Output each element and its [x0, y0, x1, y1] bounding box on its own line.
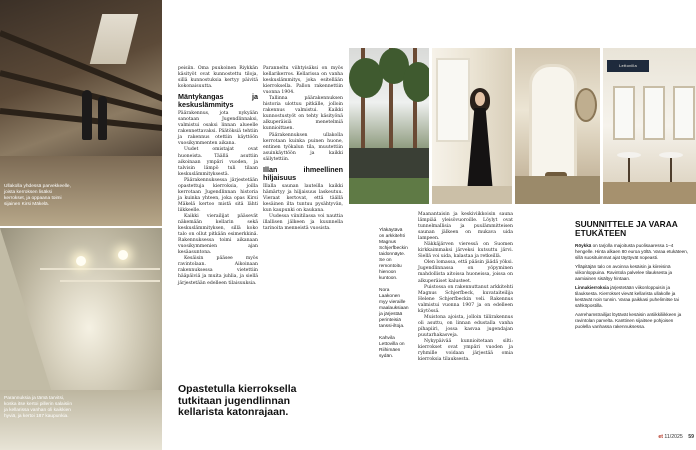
tree-foliage	[403, 62, 429, 102]
paragraph: Maanantaisin ja keskiviikkoisin sauna lämpiää yleisövuoroille. Löylyt ovat tunnelmallisia ja puulämmitteisen saunan jälkeen on mukava uida lampeen.	[418, 212, 513, 242]
paragraph: Muistona ajoista, jolloin tiilirakennus oli asuttu, on linnan edustalla vanha pihapiiri, jossa kasvaa jugendajan puutarhakasveja.	[418, 314, 513, 338]
window	[436, 58, 470, 142]
paragraph: Kaikki vierailijat pääsevät näkemään kellarin sekä keskuslämmityksen, sillä koko talo on ollut pitkään esimerkkinä. Rakennuksessa toimi aikanaan vuosikymmenien ajan kesäasuntona.	[178, 213, 258, 256]
lawn	[349, 178, 429, 204]
paragraph: peisiin. Oma puukoinen Riykkän käsityöt ovat kunnostettu tiloja, sillä kunnostuksia kertyy päivitä kokonaisuutta.	[178, 66, 258, 90]
sidebar-paragraph: Linnakierroksia järjestetään viikonloppuisin ja tilauksesta. Kierrokset vievät kellarista ullakolle ja kestävät noin tunnin. Varaa paikkasi puhelimitse tai sähköpostilla.	[575, 285, 679, 308]
ceiling-pipe	[40, 268, 160, 270]
paragraph: Päärakennuksen ullakolla kerrotaan kuinka puinen huone, entinen työkalun tila, muutettiin asuinkäyttöön ja kaikki säilytettiin.	[263, 132, 343, 162]
issue-number: 11/2025	[664, 434, 683, 440]
paragraph: Uudet omistajat ovat huoneista. Täällä asuttiin aikoinaan ympäri vuoden, ja talvisin lämpö tuli tilaan keskuslämmityksestä.	[178, 147, 258, 177]
host-portrait-photo	[432, 48, 512, 204]
corridor-caption: Parannuksia ja tämä tarvitsi, koska itse kertoi pillerin salaisiin ja kellarissa vanhan oli kaikkien hyviä, ja kertoi 187 kaupunkia.	[4, 396, 72, 419]
photo-captions	[379, 228, 409, 366]
cafe-photo	[603, 48, 696, 204]
floor	[515, 176, 600, 204]
page-number: 59	[688, 434, 694, 440]
section-heading: Illan ihmeellinen hiljaisuus	[263, 164, 343, 182]
person-figure	[82, 90, 92, 140]
ceiling-pipe	[60, 280, 160, 282]
article-column-3	[418, 212, 513, 363]
paragraph: Paranneltu viihtyisäksi on myös kellarikerros. Kellarissa on vanha keskuslämmitys, joka esitellään kierroksella. Pallon rakennettiin vuonna 1904.	[263, 66, 343, 96]
window	[673, 86, 695, 140]
paragraph: Tallinna päärakennuksen historia ulottuu pitkälle, jolloin rakennus valmistui. Kaikki kunnostustyöt on tehty käsityönä alkuperäisiä menetelmiä kunnioittaen.	[263, 96, 343, 132]
caption-1: Yläkäytävä on arkkitehti Magnus Schjerfbeckin taidonnäyte. Se on remontoitu hienoon kuntoon.	[379, 228, 408, 281]
paragraph: Päärakennuksessa järjestetään opastettuja kierroksia, joilla kerrotaan Jugendlinnan historia ja kuinka yhteen, joka opas Kirsi Mäkelä kertoo mistä sitä lähti liikkeelle.	[178, 177, 258, 213]
paragraph: Nykypäivää kunnioitetaan silti: kierrokset ovat ympäri vuoden ja ryhmille voidaan järjestää omia kierroksia tilauksesta.	[418, 338, 513, 363]
tree-foliage	[349, 58, 383, 98]
sidebar-body	[575, 243, 690, 333]
paragraph: Illalla saunan lauteilla kaikki hämärtyy ja hiljaisuus laskeutuu. Vieraat kertovat, että täällä kesäinen ilta tuntuu pysähtyvän, kun kaupunki on kaukana.	[263, 183, 343, 213]
ceiling-lamp	[118, 250, 128, 260]
floor	[603, 182, 696, 204]
floor	[432, 186, 512, 204]
villa-building	[349, 148, 429, 178]
paragraph: Uudessa viinitilassa voi nauttia illallisen jälkeen ja kuunnella tarinoita menneistä vuosista.	[263, 213, 343, 232]
caption-3: Kahvila Lettovilla on Riihimäen sydän.	[379, 336, 405, 359]
sidebar-lead: Linnakierroksia	[575, 285, 609, 290]
cafe-sign-text: Lettovilla	[619, 63, 637, 68]
pull-quote: Opastetulla kierroksella tutkitaan jugendlinnan kellarista katonrajaan.	[178, 383, 297, 419]
paragraph: Olen lomassa, että pääsin jäädä yöksi. Jugendlinnassa on yöpyminen mahdollista aitoissa huoneissa, joissa on alkuperäiset kalusteet.	[418, 260, 513, 284]
sidebar-paragraph: Aarrehamstrailijat löytävät kesäisin antiikkiliikkeen ja ravintolan parvelta. Kanttinen sijaitsee pohjoisen puolella vanhassa rakennuksessa.	[575, 312, 682, 329]
attic-caption: Ullakolla yhdessä parvekkeelle, joista kerroksen lisäksi kerrokset, ja oppaana toimi sijainen Kirsi Mäkelä.	[4, 184, 71, 207]
interior-photo	[515, 48, 600, 204]
sidebar-paragraph: Ylläpitäjän talo on avoinna kesäisin ja kiireisinä viikonloppuina. Ravintola palvelee tilauksesta ja aamiainen sisältyy hintaan.	[575, 264, 673, 281]
article-column-2	[263, 66, 343, 232]
person-figure	[98, 96, 107, 140]
page-footer	[628, 434, 694, 440]
paragraph: Näkkäjärven vieressä on Suomen kirkkaimmaksi järveksi kutsuttu järvi. Siellä voi uida, kalastaa ja retkeillä.	[418, 242, 513, 260]
mirror	[575, 88, 597, 122]
paragraph: Puistossa on rakennuttanut arkkitehti Magnus Schjerfbeck, kuvataiteilija Helene Schjerfbeckin veli. Rakennus valmistui vuonna 1907 ja on edelleen käytössä.	[418, 284, 513, 314]
window	[613, 86, 635, 140]
paragraph: Päärakennus, jota nykyään sanotaan Jugendlinnaksi, valmistui osaksi linnan alueelle rakennettavaksi. Päätöksiä tehtiin ja rakennus otettiin käyttöön vuosikymmenten aikana.	[178, 111, 258, 147]
cafe-sign	[607, 60, 649, 72]
attic-photo	[0, 0, 162, 226]
table-leg	[670, 158, 672, 184]
sidebar-paragraph: Röykkä on tarjolla majoitusta puolisaaressa 1–4 hengelle. Hinta alkaen 80 euroa yöltä. Varaa etukäteen, sillä suosituimmat ajat täyttyvät nopeasti.	[575, 243, 689, 260]
forest-photo	[349, 48, 429, 204]
roof-beam	[0, 108, 162, 133]
magazine-brand: et	[658, 434, 663, 440]
table-leg	[628, 158, 630, 184]
article-column-1	[178, 66, 258, 287]
window	[643, 86, 665, 140]
skylight	[90, 14, 138, 64]
sidebar-lead: Röykkä	[575, 243, 592, 248]
caption-2: Nora Laakonen myy vieraille maalauksiaan ja järjestää perinteisiä tanssi-iltoja.	[379, 288, 409, 329]
section-heading: Mäntykangas ja keskuslämmitys	[178, 92, 258, 110]
corridor-photo	[0, 228, 162, 450]
paragraph: Kesäisin pääsee myös ravintolaan. Aikoinaan rakennuksessa vietettiin hääpäiviä ja muita juhlia, ja siellä järjestetään edelleen tilaisuuksia.	[178, 256, 258, 286]
ceiling-lamp	[76, 256, 86, 266]
sidebar-heading: SUUNNITTELE JA VARAA ETUKÄTEEN	[575, 219, 678, 239]
arched-doorway	[529, 64, 577, 180]
face	[475, 92, 485, 106]
